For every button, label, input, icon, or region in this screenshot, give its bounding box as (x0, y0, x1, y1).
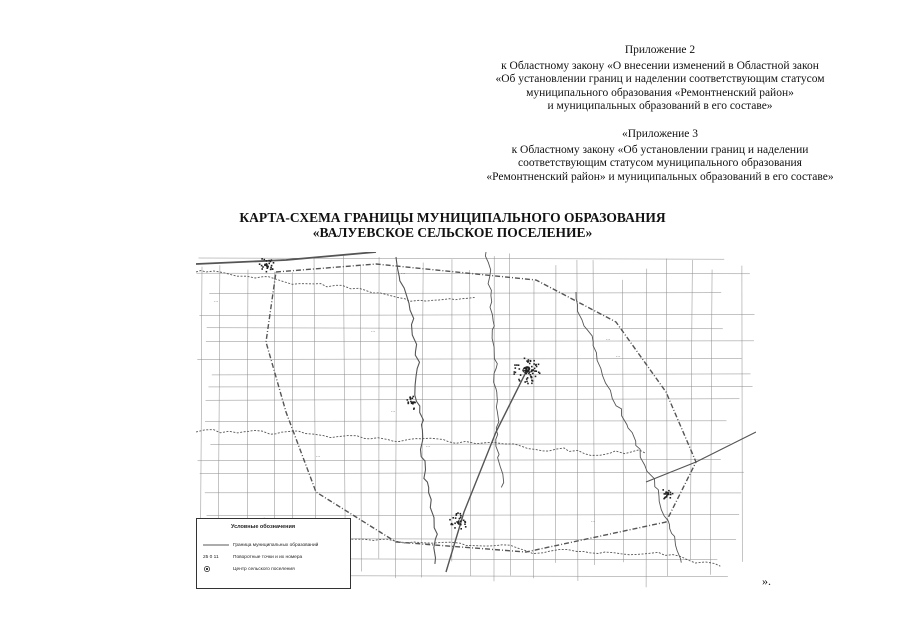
settlement-block (534, 368, 536, 370)
settlement-block (460, 520, 462, 522)
settlement-block (529, 371, 531, 373)
parcel-label: ... (591, 518, 596, 524)
field-line (199, 314, 754, 315)
settlement-block (533, 363, 535, 365)
settlement-block (410, 398, 412, 400)
settlement-block (412, 397, 414, 399)
settlement-block (464, 523, 466, 525)
settlement-block (413, 408, 415, 410)
settlement-block (532, 373, 534, 375)
map-legend (196, 518, 351, 589)
settlement-block (271, 259, 273, 261)
field-line (361, 265, 362, 572)
settlement-block (533, 360, 535, 362)
settlement-block (515, 367, 517, 369)
settlement-block (670, 492, 672, 494)
settlement-block (272, 268, 274, 270)
legend-title: Условные обозначения (231, 524, 296, 530)
legend-row-center (203, 565, 346, 573)
settlement-block (529, 363, 531, 365)
appendix-2-line: и муниципальных образований в его составе» (547, 100, 773, 112)
settlement-block (261, 258, 263, 260)
appendix-2-line: «Об установлении границ и наделении соответствующим статусом (495, 73, 825, 85)
road-line (446, 372, 526, 572)
settlement-block (465, 521, 467, 523)
settlement-block (518, 379, 520, 381)
settlement-block (536, 370, 538, 372)
settlement-block (672, 493, 674, 495)
field-line (206, 341, 754, 342)
settlement-block (670, 494, 672, 496)
settlement-block (532, 369, 534, 371)
settlement-block (460, 515, 462, 517)
parcel-label: ... (214, 298, 219, 304)
settlement-block (663, 498, 665, 500)
settlement-block (452, 517, 454, 519)
ravine-line (196, 271, 475, 302)
settlement-block (666, 495, 668, 497)
settlement-block (457, 512, 459, 514)
map-title-line-2: «ВАЛУЕВСКОЕ СЕЛЬСКОЕ ПОСЕЛЕНИЕ» (312, 225, 593, 240)
field-line (470, 270, 471, 576)
field-line (710, 270, 712, 575)
settlement-block (530, 360, 532, 362)
appendix-3-line: «Ремонтненский район» и муниципальных образований в его составе» (486, 170, 834, 183)
settlement-block (407, 399, 409, 401)
settlement-block (668, 490, 670, 492)
settlement-block (465, 526, 467, 528)
settlement-block (454, 523, 456, 525)
settlement-block (271, 265, 273, 267)
parcel-label: ... (606, 336, 611, 342)
ravine-line (396, 257, 437, 564)
settlement-block (514, 364, 516, 366)
settlement-block (264, 259, 266, 261)
legend-turn-point-sample: 25 0 11 (203, 554, 219, 560)
settlement-block (413, 396, 415, 398)
appendix-2-title: Приложение 2 (624, 44, 696, 56)
settlement-block (458, 523, 460, 525)
settlement-block (524, 358, 526, 360)
settlement-block (526, 378, 528, 380)
appendix-3-line: к Областному закону «Об установлении границ и наделении (511, 143, 809, 156)
settlement-block (267, 267, 269, 269)
settlement-block (460, 524, 462, 526)
settlement-block (463, 520, 465, 522)
settlement-block (664, 493, 666, 495)
settlement-block (668, 494, 670, 496)
settlement-block (518, 364, 520, 366)
field-line (206, 399, 740, 400)
legend-row-turn-points (203, 553, 346, 561)
settlement-block (525, 370, 527, 372)
settlement-block (409, 397, 411, 399)
settlement-block (413, 401, 415, 403)
settlement-block (670, 497, 672, 499)
settlement-block (266, 271, 268, 273)
center-dot-icon (203, 565, 233, 573)
appendix-2-line: муниципального образования «Ремонтненский район» (526, 86, 794, 99)
field-line (209, 293, 721, 294)
settlement-block (536, 366, 538, 368)
settlement-block (531, 366, 533, 368)
boundary-line-icon (203, 543, 233, 547)
settlement-block (455, 517, 457, 519)
settlement-block (261, 268, 263, 270)
field-line (667, 258, 668, 576)
settlement-block (460, 517, 462, 519)
settlement-block (530, 374, 532, 376)
settlement-block (411, 402, 413, 404)
map-title-line-1: КАРТА-СХЕМА ГРАНИЦЫ МУНИЦИПАЛЬНОГО ОБРАЗОВАНИЯ (239, 210, 666, 225)
settlement-block (531, 371, 533, 373)
field-line (197, 359, 741, 360)
settlement-block (452, 524, 454, 526)
settlement-block (261, 265, 263, 267)
map-title (0, 210, 905, 240)
field-line (510, 253, 511, 575)
settlement-block (460, 528, 462, 530)
settlement-block (514, 371, 516, 373)
settlement-block (407, 402, 409, 404)
municipal-boundary (266, 264, 696, 552)
settlement-block (535, 364, 537, 366)
appendix-3-block (440, 128, 880, 184)
settlement-block (662, 489, 664, 491)
settlement-block (270, 261, 272, 263)
road-line (646, 432, 756, 482)
settlement-block (531, 383, 533, 385)
appendix-2-line: к Областному закону «О внесении изменений в Областной закон (501, 59, 819, 72)
appendix-2-block (440, 44, 880, 114)
appendix-3-title: «Приложение 3 (621, 128, 699, 140)
settlement-block (534, 370, 536, 372)
settlement-block (527, 361, 529, 363)
parcel-label: ... (426, 443, 431, 449)
parcel-label: ... (371, 328, 376, 334)
settlement-block (268, 263, 270, 265)
settlement-block (516, 364, 518, 366)
settlement-block (535, 376, 537, 378)
field-line (212, 374, 751, 375)
parcel-label: ... (391, 408, 396, 414)
field-line (207, 515, 740, 516)
settlement-block (513, 373, 515, 375)
legend-row-boundary (203, 541, 346, 549)
parcel-label: ... (316, 453, 321, 459)
settlement-block (455, 514, 457, 516)
settlement-block (519, 368, 521, 370)
settlement-block (526, 381, 528, 383)
settlement-block (666, 491, 668, 493)
settlement-block (264, 265, 266, 267)
settlement-block (528, 373, 530, 375)
settlement-block (267, 266, 269, 268)
settlement-block (262, 266, 264, 268)
parcel-labels (214, 270, 620, 524)
closing-mark: ». (762, 574, 771, 588)
legend-center-label: Центр сельского поселения (233, 566, 295, 572)
settlement-block (524, 381, 526, 383)
settlement-block (266, 264, 268, 266)
legend-boundary-label: Граница муниципальных образований (233, 542, 319, 548)
settlement-block (665, 493, 667, 495)
field-line (200, 472, 744, 473)
field-line (210, 444, 730, 445)
parcel-label: ... (616, 353, 621, 359)
field-line (207, 328, 723, 329)
settlement-block (520, 374, 522, 376)
settlement-block (527, 383, 529, 385)
legend-turn-point-label: Поворотные точки и их номера (233, 554, 303, 560)
settlement-block (270, 267, 272, 269)
settlement-block (273, 262, 275, 264)
settlement-block (458, 520, 460, 522)
settlement-block (538, 372, 540, 374)
settlement-block (532, 380, 534, 382)
field-line (199, 258, 725, 259)
settlement-block (528, 359, 530, 361)
settlement-block (449, 519, 451, 521)
settlement-block (665, 496, 667, 498)
settlement-block (531, 376, 533, 378)
settlement-block (538, 364, 540, 366)
appendix-3-line: соответствующим статусом муниципального образования (518, 157, 802, 169)
settlement-block (460, 513, 462, 515)
settlement-block (266, 260, 268, 262)
settlement-block (259, 263, 261, 265)
settlement-block (270, 269, 272, 271)
parcel-label: ... (401, 270, 406, 276)
settlement-block (454, 527, 456, 529)
